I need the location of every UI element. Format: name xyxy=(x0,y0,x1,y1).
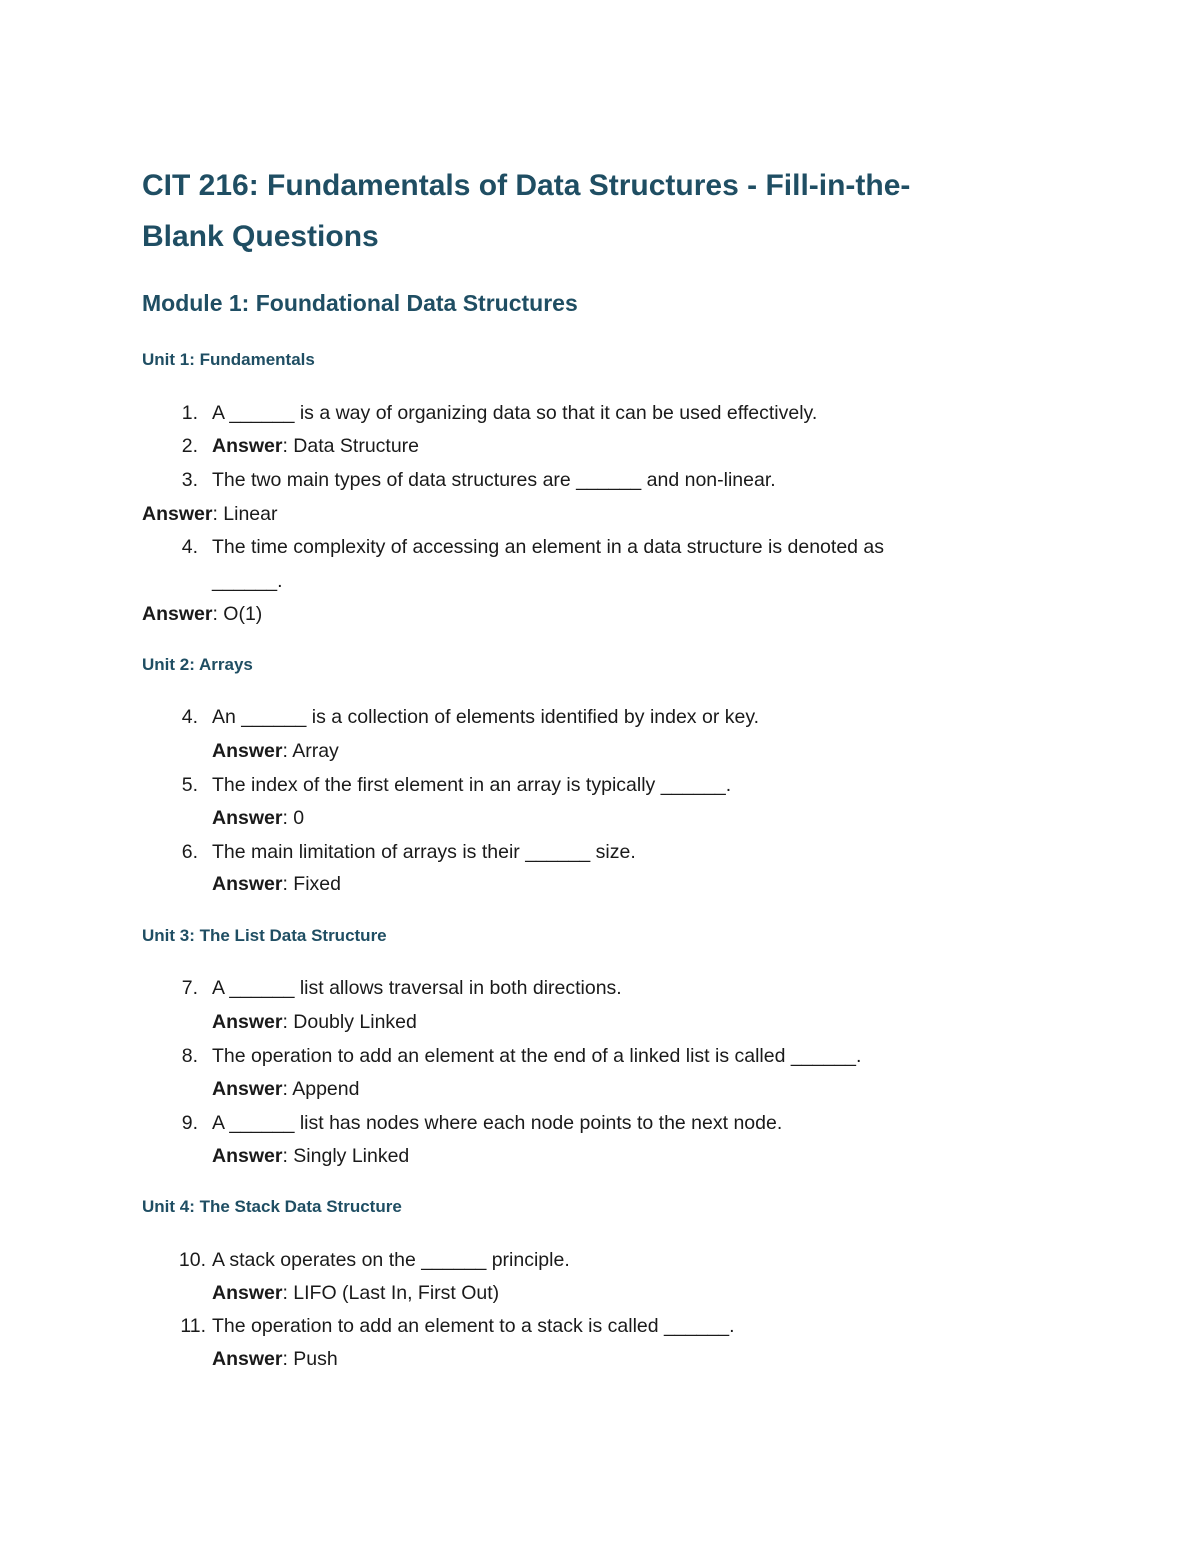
unit-4-title: Unit 4: The Stack Data Structure xyxy=(142,1197,402,1216)
answer-label: Answer xyxy=(212,1282,283,1304)
unit-1-title: Unit 1: Fundamentals xyxy=(142,350,315,369)
answer-label: Answer xyxy=(212,1145,283,1167)
answer-label: Answer xyxy=(212,1078,283,1100)
answer-label: Answer xyxy=(212,1348,283,1370)
answer-line: Answer: Linear xyxy=(142,503,278,525)
answer-label: Answer xyxy=(142,603,213,625)
answer-label: Answer xyxy=(212,740,283,762)
document-title-line-2: Blank Questions xyxy=(142,220,379,253)
answer-label: Answer xyxy=(212,1011,283,1033)
answer-label: Answer xyxy=(212,435,283,457)
module-title: Module 1: Foundational Data Structures xyxy=(142,290,578,316)
document-title xyxy=(142,160,1062,262)
answer-label: Answer xyxy=(212,873,283,895)
unit-2-title: Unit 2: Arrays xyxy=(142,655,253,674)
answer-label: Answer xyxy=(142,503,213,525)
answer-label: Answer xyxy=(212,807,283,829)
unit-3-title: Unit 3: The List Data Structure xyxy=(142,926,387,945)
document-page: CIT 216: Fundamentals of Data Structures - Fill-in-the- Blank Questions Module 1: Foundational Data Structures Unit 1: Fundamentals 1. A ______ is a way of organizing data so that it can be used effectively. 2. Answer: Data Structure 3. The two main types of data structures are ______ and non-linear. Answer: Linear 4. The time complexity of accessing an element in a data structure is denoted as ______. Answer: O(1) Unit 2: Arrays 4. An ______ is a collection of elements identified by index or key. Answer: Array 5. The index of the first element in an array is typically ______. Answer: 0 6. The main limitation of arrays is their ______ size. Answer: Fixed Unit 3: The List Data Structure 7. A ______ list allows traversal in both directions. Answer: Doubly Linked 8. The operation to add an element at the end of a linked list is called ______. Answer: Append 9. A ______ list has nodes where each node points to the next node. Answer: Singly Linked Unit 4: The Stack Data Structure 10. A stack operates on the ______ principle. Answer: LIFO (Last In, First Out) 11. The operation to add an element to a stack is called ______. Answer: Push xyxy=(142,160,1062,262)
document-title-line-1: CIT 216: Fundamentals of Data Structures - Fill-in-the- xyxy=(142,169,911,202)
answer-line: Answer: O(1) xyxy=(142,603,263,625)
